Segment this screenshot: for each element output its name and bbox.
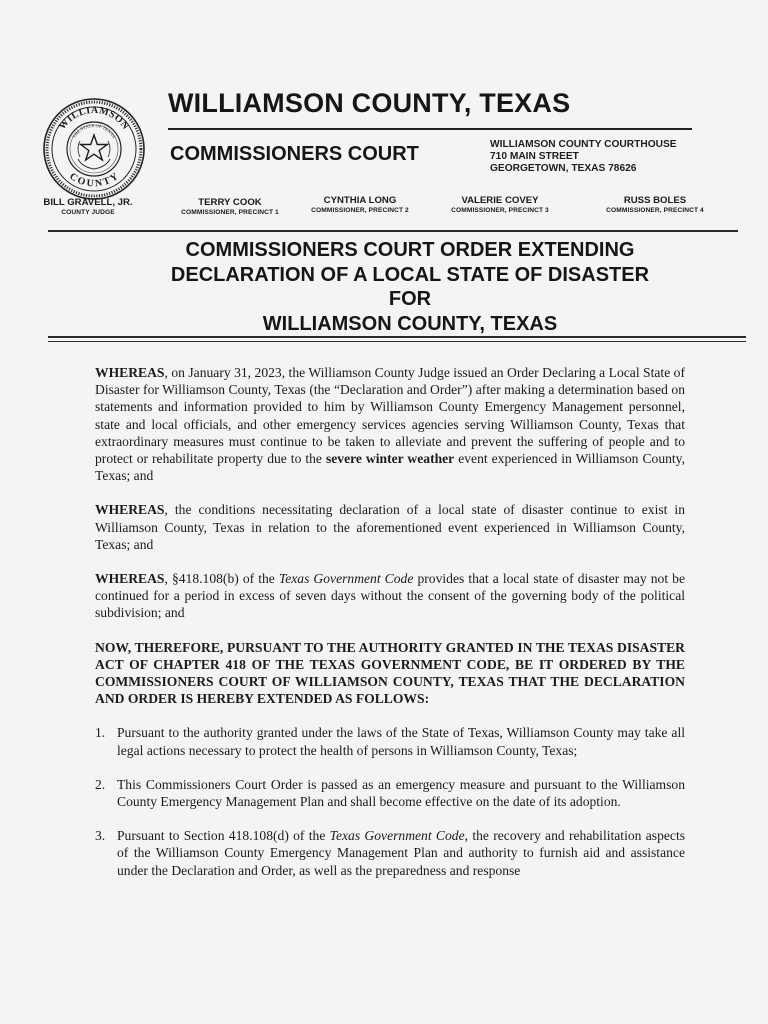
order-title-line-2: DECLARATION OF A LOCAL STATE OF DISASTER [170,263,650,286]
address-line-3: GEORGETOWN, TEXAS 78626 [490,163,637,174]
official-title: COMMISSIONER, PRECINCT 3 [451,207,549,214]
paragraph-text: event experienced in Williamson County, Texas; and [95,451,685,484]
ordered-provisions [95,724,685,878]
whereas-paragraph-2 [95,501,685,553]
official-name: RUSS BOLES [623,195,687,206]
seal-text-mid: THE STATE OF TEXAS [71,122,117,139]
code-citation: Texas Government Code [329,828,465,844]
county-title: WILLIAMSON COUNTY, TEXAS [168,88,571,118]
seal-text-top: WILLIAMSON [56,104,132,132]
star-icon [81,135,108,160]
official-name: BILL GRAVELL, JR. [43,197,133,208]
paragraph-text: , on January 31, 2023, the Williamson County Judge issued an Order Declaring a Local State of Disaster for Williamson County, Texas (the “Declaration and Order”) after making a determination based on statements and information provided to him by Williamson County Emergency Management personnel, state and local officials, and other emergency services agencies serving Williamson County, Texas that extraordinary measures must continue to be taken to alleviate and prevent the suffering of people and to protect or rehabilitate property due to the [95,365,685,467]
title-rule-thick [48,336,746,338]
header-rule [168,128,692,130]
officials-row [0,195,768,221]
official-precinct-2 [300,195,420,215]
official-name: TERRY COOK [198,197,262,208]
whereas-lead: WHEREAS [95,365,165,380]
official-precinct-4 [590,195,720,215]
now-therefore-clause: NOW, THEREFORE, PURSUANT TO THE AUTHORITY GRANTED IN THE TEXAS DISASTER ACT OF CHAPTER 418 OF THE TEXAS GOVERNMENT CODE, BE IT ORDERED BY THE COMMISSIONERS COURT OF WILLIAMSON COUNTY, TEXAS THAT THE DECLARATION AND ORDER IS HEREBY EXTENDED AS FOLLOWS: [95,639,685,707]
item-text: , the recovery and rehabilitation aspects of the Williamson County Emergency Management Plan and authority to furnish aid and assistance under the Declaration and Order, as well as the preparedness and response [117,828,686,878]
order-title-line-3: FOR [388,288,432,310]
official-name: CYNTHIA LONG [323,195,397,206]
paragraph-text: , §418.108(b) of the [164,571,279,587]
item-text: Pursuant to the authority granted under the laws of the State of Texas, Williamson County may take all legal actions necessary to protect the health of persons in Williamson County, Texas; [117,725,685,758]
title-rule-thin [48,341,746,342]
whereas-lead: WHEREAS [95,571,165,587]
courthouse-address [490,139,677,175]
official-title: COMMISSIONER, PRECINCT 4 [606,207,704,214]
item-text: Pursuant to Section 418.108(d) of the [117,828,330,844]
order-title-line-1: COMMISSIONERS COURT ORDER EXTENDING [185,239,635,261]
order-title-line-4: WILLIAMSON COUNTY, TEXAS [262,312,558,335]
item-number: 3. [95,828,106,844]
official-title: COUNTY JUDGE [61,209,115,216]
paragraph-text: provides that a local state of disaster may not be continued for a period in excess of seven days without the consent of the governing body of the political subdivision; and [95,571,686,621]
list-item [95,724,685,758]
whereas-paragraph-1 [95,364,685,484]
seal-text-bottom: COUNTY [67,170,121,190]
emphasis-text: severe winter weather [325,451,455,467]
address-line-1: WILLIAMSON COUNTY COURTHOUSE [490,139,677,150]
order-body [95,364,685,896]
code-citation: Texas Government Code [278,571,414,587]
paragraph-text: , the conditions necessitating declaration of a local state of disaster continue to exist in Williamson County, Texas in relation to the aforementioned event experienced in Williamson County, Texas; and [95,502,685,552]
item-number: 1. [95,725,106,741]
whereas-lead: WHEREAS [95,502,165,518]
list-item [95,827,685,879]
whereas-paragraph-3 [95,570,685,622]
official-precinct-1 [170,197,290,217]
order-title [60,238,760,336]
address-line-2: 710 MAIN STREET [490,151,579,162]
item-number: 2. [95,776,106,792]
official-title: COMMISSIONER, PRECINCT 1 [181,209,279,216]
official-name: VALERIE COVEY [461,195,539,206]
item-text: This Commissioners Court Order is passed as an emergency measure and pursuant to the Williamson County Emergency Management Plan and shall become effective on the date of its adoption. [117,776,685,810]
svg-text:WILLIAMSON [57,105,132,132]
official-title: COMMISSIONER, PRECINCT 2 [311,207,409,214]
section-rule [48,230,738,232]
official-county-judge [28,197,148,217]
county-seal [42,97,146,201]
court-name: COMMISSIONERS COURT [170,143,419,165]
list-item [95,776,685,810]
official-precinct-3 [440,195,560,215]
